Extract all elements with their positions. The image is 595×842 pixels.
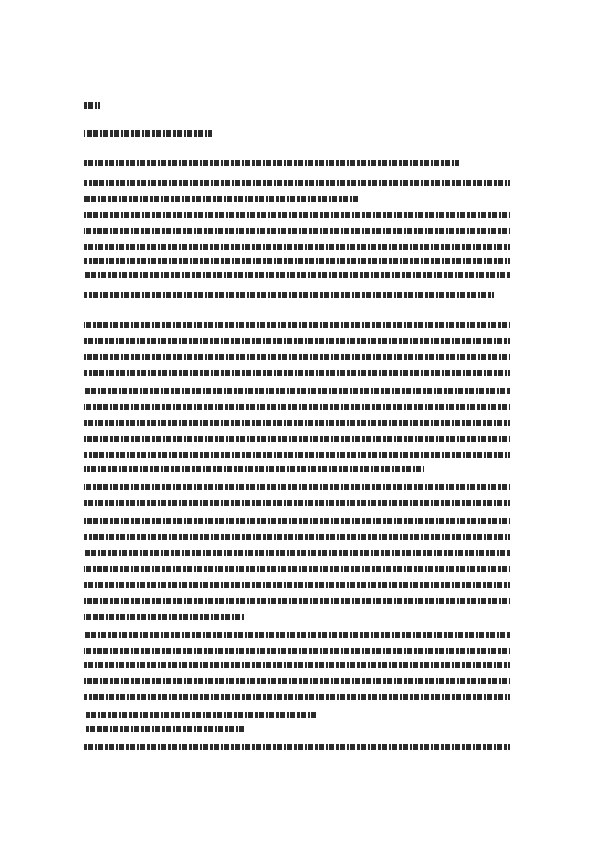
text-line: [84, 244, 510, 250]
text-line: [84, 662, 510, 668]
text-line: [84, 322, 510, 328]
text-line: [84, 180, 510, 186]
text-line: [84, 370, 510, 376]
text-line: [84, 388, 510, 394]
text-line: [84, 484, 510, 490]
text-line: [84, 338, 510, 344]
text-line: [84, 452, 510, 458]
text-line: [84, 212, 510, 218]
text-line: [84, 550, 510, 556]
text-line: [84, 420, 510, 426]
page-marker: [84, 102, 100, 109]
text-line: [84, 582, 510, 588]
document-heading: [84, 130, 212, 137]
text-line: [84, 614, 244, 620]
text-line: [84, 518, 510, 524]
text-line: [84, 160, 459, 166]
page-marker-text: [0, 0, 1, 1]
text-line: [84, 694, 510, 700]
text-line: [84, 466, 424, 472]
text-line: [84, 196, 360, 202]
text-line: [84, 272, 510, 278]
text-line: [84, 292, 494, 298]
text-line: [84, 632, 510, 638]
text-line: [84, 566, 510, 572]
text-line: [84, 436, 510, 442]
text-line: [84, 228, 510, 234]
text-line: [84, 534, 510, 540]
text-line: [84, 678, 510, 684]
text-line: [84, 404, 510, 410]
text-line: [84, 648, 510, 654]
text-line: [84, 500, 510, 506]
text-line: [84, 598, 510, 604]
text-line: [84, 744, 510, 750]
text-line: [84, 726, 244, 732]
text-line: [84, 712, 316, 718]
text-line: [84, 258, 510, 264]
document-heading-text: [0, 0, 1, 1]
text-line: [84, 354, 510, 360]
